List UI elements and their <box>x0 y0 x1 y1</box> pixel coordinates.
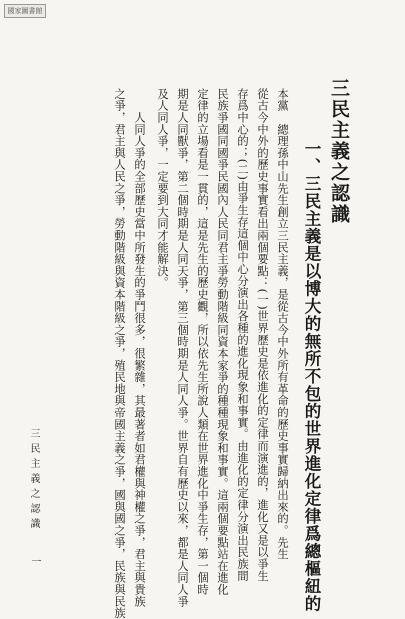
body-column-1: 本黨 總理孫中山先生創立三民主義，是從古今中外所有革命的歷史事實歸納出來的。先生 <box>276 88 289 560</box>
body-column-7: 及人同人爭，一定要到大同才能解決。 <box>156 88 169 289</box>
body-column-3: 存爲中心的；(二)由爭生存這個中心分演出各種的進化現象和事實。由進化的定律分演出民族間 <box>236 88 249 582</box>
page-number: 一 <box>29 556 40 566</box>
body-column-8: 人同人爭的全部歷史當中所發生的爭鬥很多，很繁雜，其最著者如君權與神權之爭，君主與貴族 <box>133 88 146 608</box>
body-column-4: 民族爭國同國爭民國內人民同君主爭勞動階級同資本家爭的種種現象和事實。這兩個要點站在進化 <box>216 88 229 596</box>
running-head: 三民主義之認識 <box>28 428 39 533</box>
body-column-6: 期是人同獸爭，第二個時期是人同天爭，第三個時期是人同人爭。世界自有歷史以來，都是人同人爭 <box>176 88 189 608</box>
body-column-9: 之爭，君主與人民之爭，勞動階級與資本階級之爭，殖民地與帝國主義之爭，國與國之爭，民族與民族 <box>113 88 126 619</box>
body-column-2: 從古今中外的歷史事實看出兩個要點：(一)世界歷史是依進化的定律而演進的，進化又是以爭生 <box>256 88 269 582</box>
chapter-title: 三民主義之認識 <box>328 78 350 225</box>
library-stamp: 國家圖書館 <box>4 4 46 18</box>
section-title: 一、三民主義是以博大的無所不包的世界進化定律爲總樞紐的 <box>302 140 321 613</box>
body-column-5: 定律的立場看是一貫的，這是先生的歷史觀，所以依先生所說人類在世界進化中爭生存，第一個時 <box>196 88 209 596</box>
